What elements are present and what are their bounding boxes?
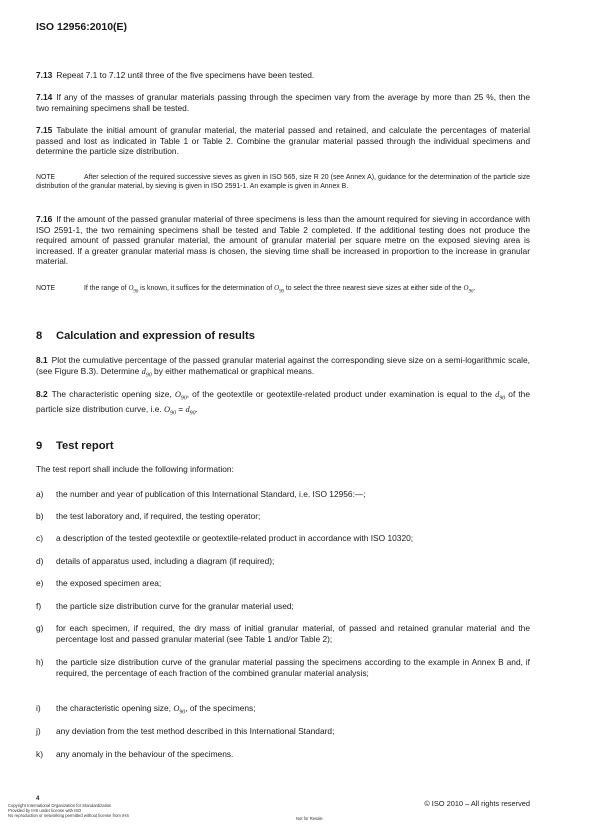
list-item-label: e) [36, 578, 44, 588]
o90-symbol: $O_{90}$ [463, 285, 474, 295]
section-9-heading [36, 440, 114, 452]
list-item-text: the exposed specimen area; [56, 578, 162, 588]
note-label: NOTE [36, 285, 56, 292]
o90-symbol: $O_{90}$ [128, 285, 139, 295]
clause-text: Plot the cumulative percentage of the passed granular material against the corresponding sieve size on a semi-logarithmic scale, (see Figure B.3). Determine [36, 355, 530, 376]
list-item [36, 749, 530, 760]
clause-number: 8.1 [36, 355, 48, 365]
clause-text: If any of the masses of granular materials passing through the specimen vary from the average by more than 25 %, then the two remaining specimens shall be tested. [36, 92, 530, 113]
o90-symbol: $O_{90}$ [164, 405, 176, 417]
clause-text: Repeat 7.1 to 7.12 until three of the five specimens have been tested. [56, 70, 315, 80]
section-title: Test report [56, 440, 114, 452]
list-item [36, 511, 530, 522]
d90-symbol: $d_{90}$ [141, 366, 152, 379]
clause-number: 7.13 [36, 70, 53, 80]
note-text: is known, it suffices for the determination of [138, 285, 275, 292]
list-item-label: b) [36, 511, 44, 521]
list-item-label: k) [36, 749, 43, 759]
clause-7-15 [36, 125, 530, 157]
list-item [36, 578, 530, 589]
clause-text: of the particle size distribution curve, i.e. [36, 389, 530, 415]
list-item-label: h) [36, 657, 44, 667]
clause-number: 8.2 [36, 389, 48, 399]
list-item-text: for each specimen, if required, the dry mass of initial granular material, of passed and retained granular material and the percentage lost and passed granular material (see Table 1 and/or Table 2); [56, 623, 530, 644]
o90-symbol: $O_{90}$ [173, 704, 186, 716]
list-item [36, 726, 530, 737]
list-item-text: the particle size distribution curve of the granular material passing the specimens according to the example in Annex B and, if required, the percentage of each fraction of the combined granular material analysis; [56, 657, 530, 678]
list-item [36, 601, 530, 612]
list-item-label: c) [36, 533, 43, 543]
footer-line: Copyright International Organization for Standardization [8, 803, 112, 808]
list-item-text: any deviation from the test method described in this International Standard; [56, 726, 335, 736]
section-title: Calculation and expression of results [56, 330, 255, 342]
clause-text: by either mathematical or graphical means. [151, 365, 315, 376]
footer-line: Provided by IHS under license with ISO [8, 808, 82, 813]
d90-symbol: $d_{90}$ [495, 390, 506, 402]
clause-text: Tabulate the initial amount of granular material, the material passed and retained, and calculate the percentages of material passed and lost as indicated in Table 1 or Table 2. Combine the granular material passed through the individual specimens and determine the particle size distribution. [36, 125, 530, 157]
note-label: NOTE [36, 174, 56, 181]
section-number: 8 [36, 330, 43, 342]
list-item-text: the characteristic opening size, $O_{90}$, of the specimens; [56, 703, 256, 716]
o90-symbol: $O_{90}$ [174, 390, 187, 402]
document-header: ISO 12956:2010(E) [36, 21, 128, 33]
list-item-label: f) [36, 601, 42, 611]
o90-symbol: $O_{90}$ [274, 285, 284, 295]
clause-7-14 [36, 92, 530, 113]
clause-number: 7.15 [36, 125, 53, 135]
list-item-text: any anomaly in the behaviour of the specimens. [56, 749, 234, 759]
footer-copyright: © ISO 2010 – All rights reserved [424, 799, 530, 808]
footer-license [8, 803, 129, 818]
d90-symbol: $d_{90}$ [185, 405, 196, 417]
clause-8-1 [36, 355, 530, 381]
note-text: If the range of [84, 285, 129, 292]
list-item-label: a) [36, 489, 44, 499]
list-item-text: the test laboratory and, if required, the testing operator; [56, 511, 261, 521]
list-item [36, 657, 530, 678]
section-8-heading [36, 330, 255, 342]
clause-number: 7.16 [36, 214, 53, 224]
clause-text: The characteristic opening size, [51, 389, 175, 399]
clause-7-13 [36, 70, 530, 81]
clause-text: If the amount of the passed granular material of three specimens is less than the amount required for sieving in accordance with ISO 2591-1, the two remaining specimens shall be tested and Table 2 completed. If the additional testing does not produce the required amount of passed granular material, the amount of granular material per square metre on the exposed sieving area is increased. If a greater granular material mass is chosen, the sieving time shall be increased in proportion to the increase in granular material. [36, 214, 530, 267]
list-item-text: details of apparatus used, including a diagram (if required); [56, 556, 275, 566]
list-item-label: g) [36, 623, 44, 633]
note-sieve-selection [36, 173, 530, 191]
page-number: 4 [36, 796, 40, 802]
list-item [36, 489, 530, 500]
note-text: After selection of the required successive sieves as given in ISO 565, size R 20 (see Annex A), guidance for the determination of the particle size distribution of the granular material, by sieving is given in ISO 2591-1. An example is given in Annex B. [36, 174, 530, 190]
test-report-intro: The test report shall include the following information: [36, 464, 234, 474]
list-item [36, 556, 530, 567]
list-item-label: d) [36, 556, 44, 566]
section-number: 9 [36, 440, 43, 452]
note-text: to select the three nearest sieve sizes at either side of the [283, 285, 464, 292]
list-item-text: a description of the tested geotextile or geotextile-related product in accordance with ISO 10320; [56, 533, 414, 543]
footer-line: No reproduction or networking permitted without license from IHS [8, 813, 130, 818]
note-o90-range [36, 284, 530, 296]
clause-8-2 [36, 389, 530, 420]
list-item [36, 533, 530, 544]
list-item [36, 623, 530, 644]
list-item-label: j) [36, 726, 41, 736]
clause-number: 7.14 [36, 92, 53, 102]
list-item [36, 703, 530, 718]
list-item-text: the number and year of publication of this International Standard, i.e. ISO 12956:—; [56, 489, 366, 499]
clause-text: = [175, 404, 186, 415]
clause-text: , of the geotextile or geotextile-related product under examination is equal to the [186, 389, 496, 399]
clause-text: . [195, 404, 198, 415]
list-item-text: the particle size distribution curve for the granular material used; [56, 601, 294, 611]
list-item-label: i) [36, 703, 41, 713]
clause-7-16 [36, 214, 530, 267]
footer-resale: Not for Resale [296, 816, 323, 821]
note-text: . [473, 285, 476, 292]
